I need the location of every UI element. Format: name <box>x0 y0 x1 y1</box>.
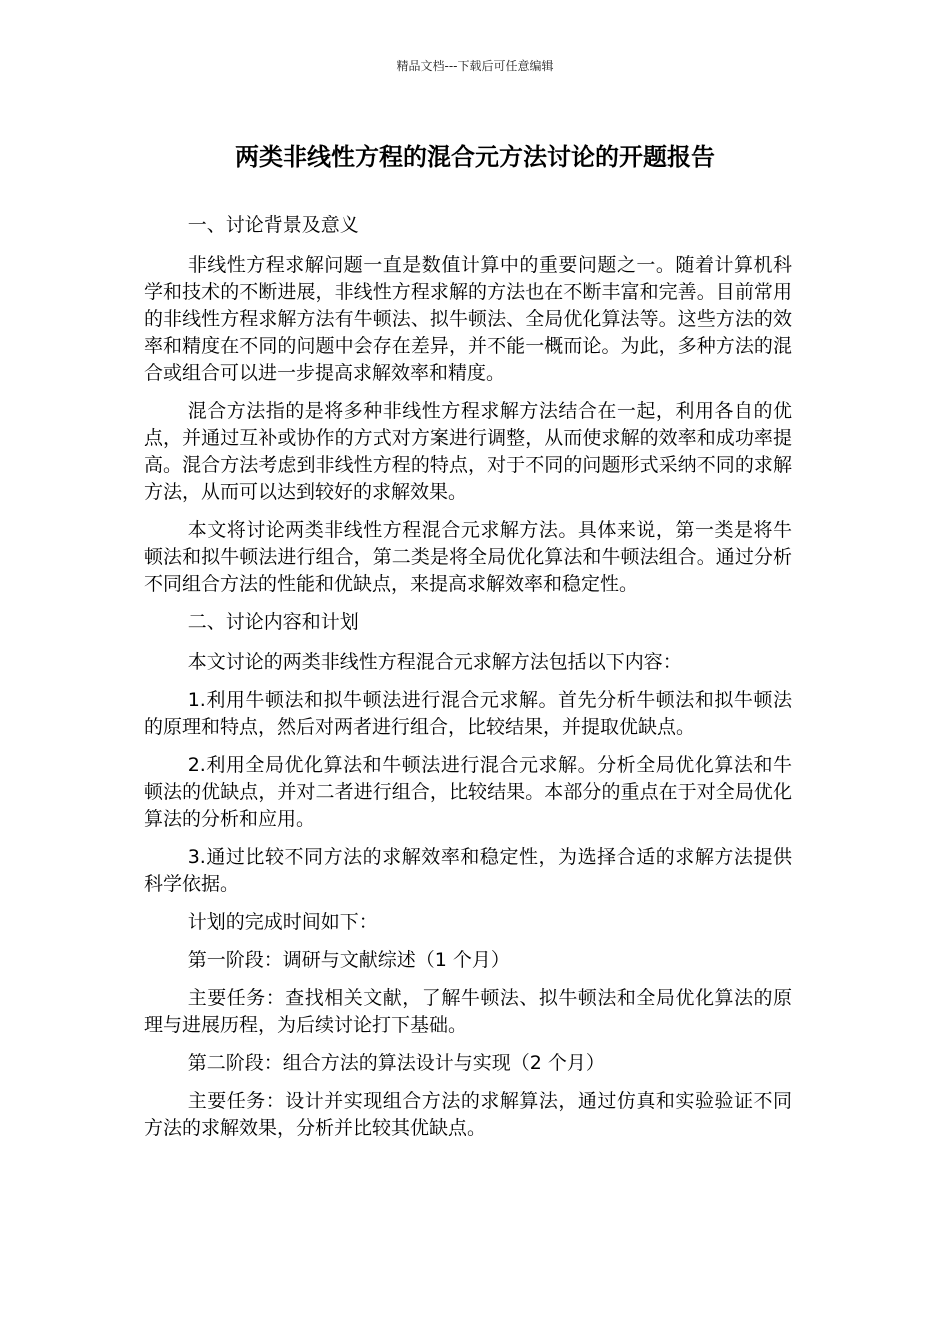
paragraph: 混合方法指的是将多种非线性方程求解方法结合在一起，利用各自的优点，并通过互补或协作的方式对方案进行调整，从而使求解的效率和成功率提高。混合方法考虑到非线性方程的特点，对于不同的问题形式采纳不同的求解方法，从而可以达到较好的求解效果。 <box>144 400 792 503</box>
phase-2-task: 主要任务：设计并实现组合方法的求解算法，通过仿真和实验验证不同方法的求解效果，分析并比较其优缺点。 <box>144 1090 792 1139</box>
list-item-2: 2.利用全局优化算法和牛顿法进行混合元求解。分析全局优化算法和牛顿法的优缺点，并对二者进行组合，比较结果。本部分的重点在于对全局优化算法的分析和应用。 <box>144 754 792 830</box>
document-body <box>144 212 792 1153</box>
phase-1-task: 主要任务：查找相关文献，了解牛顿法、拟牛顿法和全局优化算法的原理与进展历程，为后续讨论打下基础。 <box>144 987 792 1036</box>
paragraph: 本文讨论的两类非线性方程混合元求解方法包括以下内容： <box>187 651 682 673</box>
phase-1-title: 第一阶段：调研与文献综述（1 个月） <box>187 949 510 971</box>
document-title: 两类非线性方程的混合元方法讨论的开题报告 <box>235 143 715 171</box>
section-heading-content-plan: 二、讨论内容和计划 <box>187 611 359 633</box>
section-heading-background: 一、讨论背景及意义 <box>187 214 359 236</box>
paragraph: 计划的完成时间如下： <box>187 911 378 933</box>
list-item-3: 3.通过比较不同方法的求解效率和稳定性，为选择合适的求解方法提供科学依据。 <box>144 846 792 895</box>
paragraph: 非线性方程求解问题一直是数值计算中的重要问题之一。随着计算机科学和技术的不断进展，非线性方程求解的方法也在不断丰富和完善。目前常用的非线性方程求解方法有牛顿法、拟牛顿法、全局优化算法等。这些方法的效率和精度在不同的问题中会存在差异，并不能一概而论。为此，多种方法的混合或组合可以进一步提高求解效率和精度。 <box>144 254 792 384</box>
list-item-1: 1.利用牛顿法和拟牛顿法进行混合元求解。首先分析牛顿法和拟牛顿法的原理和特点，然后对两者进行组合，比较结果，并提取优缺点。 <box>144 689 792 738</box>
phase-2-title: 第二阶段：组合方法的算法设计与实现（2 个月） <box>187 1052 605 1074</box>
paragraph: 本文将讨论两类非线性方程混合元求解方法。具体来说，第一类是将牛顿法和拟牛顿法进行组合，第二类是将全局优化算法和牛顿法组合。通过分析不同组合方法的性能和优缺点，来提高求解效率和稳定性。 <box>144 519 792 595</box>
header-note: 精品文档---下载后可任意编辑 <box>396 59 554 73</box>
